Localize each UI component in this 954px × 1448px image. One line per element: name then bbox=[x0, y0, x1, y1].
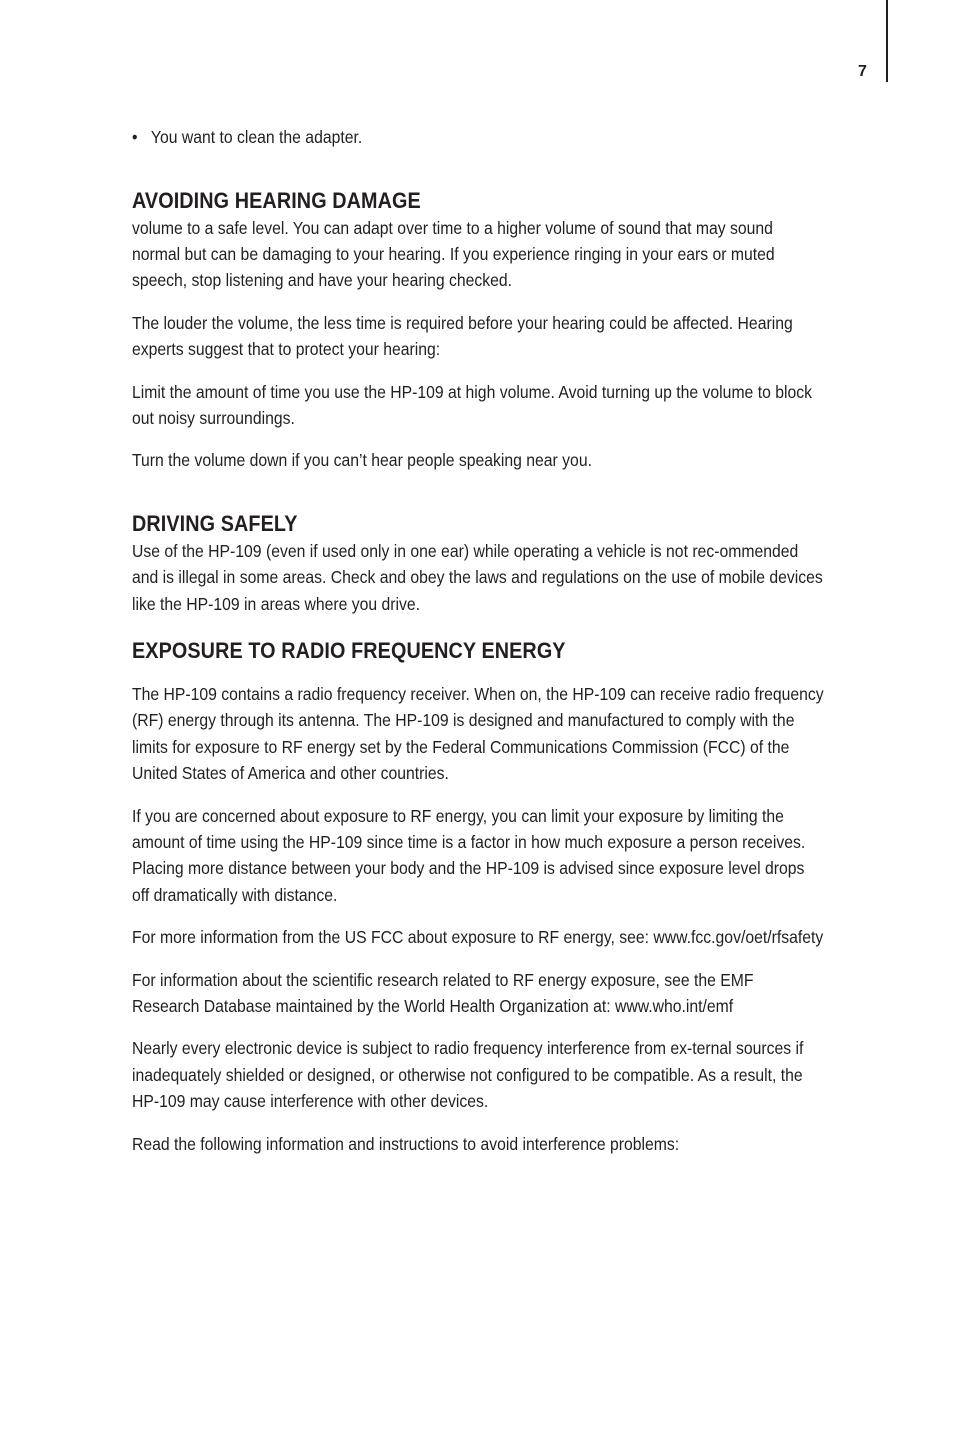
paragraph: Read the following information and instructions to avoid interference problems: bbox=[132, 1133, 680, 1154]
heading-avoiding-hearing-damage: AVOIDING HEARING DAMAGE bbox=[132, 187, 421, 213]
heading-driving-safely: DRIVING SAFELY bbox=[132, 510, 298, 536]
paragraph: If you are concerned about exposure to RF energy, you can limit your exposure by limiting the amount of time using the HP-109 since time is a factor in how much exposure a person receives. Placing more distance between your body and the HP-109 is advised since exposure level drops off dramatically with distance. bbox=[132, 805, 806, 905]
paragraph: The louder the volume, the less time is required before your hearing could be affected. Hearing experts suggest that to protect your hearing: bbox=[132, 312, 793, 360]
paragraph: volume to a safe level. You can adapt over time to a higher volume of sound that may sound normal but can be damaging to your hearing. If you experience ringing in your ears or muted speech, stop listening and have your hearing checked. bbox=[132, 217, 775, 291]
bullet-glyph: • bbox=[132, 127, 138, 147]
paragraph: The HP-109 contains a radio frequency receiver. When on, the HP-109 can receive radio frequency (RF) energy through its antenna. The HP-109 is designed and manufactured to comply with the limits for exposure to RF energy set by the Federal Communications Commission (FCC) of the United States of America and other countries. bbox=[132, 683, 824, 784]
paragraph: For more information from the US FCC about exposure to RF energy, see: www.fcc.gov/oet/rfsafety bbox=[132, 927, 824, 948]
paragraph: Nearly every electronic device is subject to radio frequency interference from ex-ternal sources if inadequately shielded or designed, or otherwise not configured to be compatible. As a result, the HP-109 may cause interference with other devices. bbox=[132, 1038, 804, 1112]
heading-exposure-rf-energy: EXPOSURE TO RADIO FREQUENCY ENERGY bbox=[132, 637, 566, 663]
paragraph: Turn the volume down if you can’t hear people speaking near you. bbox=[132, 450, 592, 471]
paragraph: Limit the amount of time you use the HP-109 at high volume. Avoid turning up the volume to block out noisy surroundings. bbox=[132, 381, 812, 428]
page-edge-rule bbox=[886, 0, 888, 82]
bullet-text: You want to clean the adapter. bbox=[150, 127, 363, 147]
paragraph: For information about the scientific research related to RF energy exposure, see the EMF Research Database maintained by the World Health Organization at: www.who.int/emf bbox=[132, 969, 754, 1017]
page-number: 7 bbox=[858, 63, 867, 80]
bullet-list-item bbox=[132, 124, 825, 151]
paragraph: Use of the HP-109 (even if used only in one ear) while operating a vehicle is not rec-ommended and is illegal in some areas. Check and obey the laws and regulations on the use of mobile devices like the HP-109 in areas where you drive. bbox=[132, 540, 823, 614]
document-body bbox=[132, 124, 826, 1157]
